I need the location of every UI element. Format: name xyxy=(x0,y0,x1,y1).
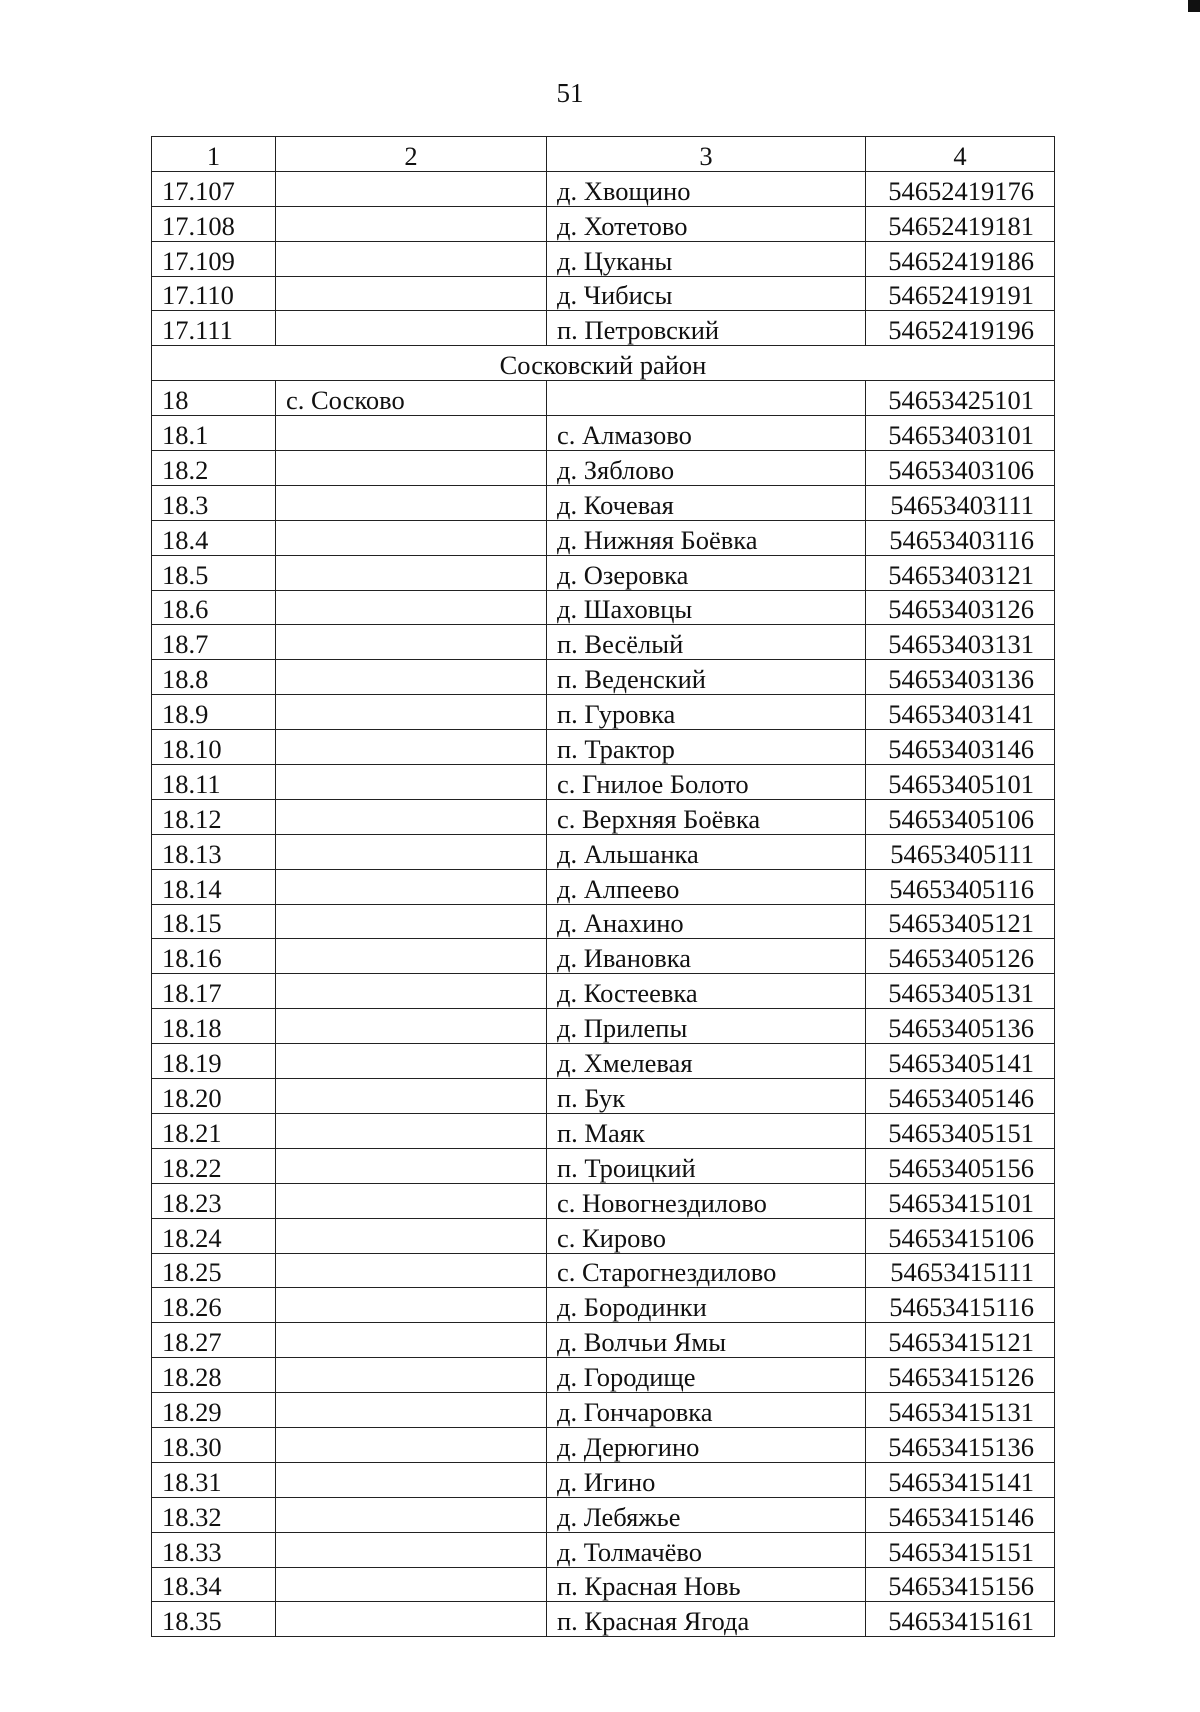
row-number-cell: 18.35 xyxy=(152,1602,276,1637)
settlement-cell: д. Цуканы xyxy=(547,241,866,276)
settlement-cell: с. Верхняя Боёвка xyxy=(547,799,866,834)
table-row xyxy=(152,451,1055,486)
table-row xyxy=(152,311,1055,346)
oktmo-code-cell: 54653405101 xyxy=(866,765,1055,800)
municipality-cell xyxy=(276,1462,547,1497)
municipality-cell xyxy=(276,451,547,486)
settlement-cell: п. Красная Ягода xyxy=(547,1602,866,1637)
table-row xyxy=(152,485,1055,520)
row-number-cell: 18.9 xyxy=(152,695,276,730)
municipality-cell xyxy=(276,1113,547,1148)
municipality-cell xyxy=(276,485,547,520)
municipality-cell xyxy=(276,695,547,730)
oktmo-code-cell: 54653415161 xyxy=(866,1602,1055,1637)
row-number-cell: 18 xyxy=(152,381,276,416)
settlement-cell: д. Толмачёво xyxy=(547,1532,866,1567)
column-header-3: 3 xyxy=(547,137,866,172)
oktmo-code-cell: 54653415116 xyxy=(866,1288,1055,1323)
municipality-cell xyxy=(276,1079,547,1114)
table-row xyxy=(152,1183,1055,1218)
table-row xyxy=(152,1462,1055,1497)
table-row xyxy=(152,171,1055,206)
settlement-cell: д. Чибисы xyxy=(547,276,866,311)
settlement-cell: д. Кочевая xyxy=(547,485,866,520)
settlement-cell: п. Трактор xyxy=(547,730,866,765)
table-row xyxy=(152,869,1055,904)
municipality-cell xyxy=(276,1009,547,1044)
municipality-cell xyxy=(276,765,547,800)
municipality-cell xyxy=(276,241,547,276)
table-row xyxy=(152,206,1055,241)
settlement-cell: д. Прилепы xyxy=(547,1009,866,1044)
settlement-cell: п. Петровский xyxy=(547,311,866,346)
oktmo-code-cell: 54653405136 xyxy=(866,1009,1055,1044)
table-row xyxy=(152,695,1055,730)
municipality-cell xyxy=(276,939,547,974)
table-row xyxy=(152,1079,1055,1114)
table-row xyxy=(152,1602,1055,1637)
row-number-cell: 18.22 xyxy=(152,1148,276,1183)
municipality-cell xyxy=(276,1323,547,1358)
scan-edge-mark xyxy=(1188,0,1200,12)
page-number: 51 xyxy=(556,78,584,108)
table-row xyxy=(152,416,1055,451)
oktmo-code-cell: 54653415111 xyxy=(866,1253,1055,1288)
settlement-cell: д. Бородинки xyxy=(547,1288,866,1323)
oktmo-code-cell: 54653415146 xyxy=(866,1497,1055,1532)
table-row xyxy=(152,1288,1055,1323)
row-number-cell: 18.20 xyxy=(152,1079,276,1114)
settlement-cell: д. Шаховцы xyxy=(547,590,866,625)
municipality-cell: с. Сосково xyxy=(276,381,547,416)
oktmo-code-cell: 54653405131 xyxy=(866,974,1055,1009)
municipality-cell xyxy=(276,1218,547,1253)
row-number-cell: 18.1 xyxy=(152,416,276,451)
table-row xyxy=(152,1532,1055,1567)
settlement-cell: д. Игино xyxy=(547,1462,866,1497)
oktmo-code-cell: 54653403146 xyxy=(866,730,1055,765)
municipality-cell xyxy=(276,1532,547,1567)
settlement-cell: д. Нижняя Боёвка xyxy=(547,520,866,555)
oktmo-code-cell: 54653403111 xyxy=(866,485,1055,520)
municipality-cell xyxy=(276,1148,547,1183)
row-number-cell: 17.109 xyxy=(152,241,276,276)
settlement-cell: п. Красная Новь xyxy=(547,1567,866,1602)
settlement-cell: д. Хмелевая xyxy=(547,1044,866,1079)
table-row xyxy=(152,520,1055,555)
table-row xyxy=(152,241,1055,276)
settlement-cell: д. Городище xyxy=(547,1358,866,1393)
row-number-cell: 18.3 xyxy=(152,485,276,520)
settlement-cell: п. Троицкий xyxy=(547,1148,866,1183)
table-row xyxy=(152,1218,1055,1253)
settlement-cell: п. Гуровка xyxy=(547,695,866,730)
municipality-cell xyxy=(276,730,547,765)
table-row xyxy=(152,1009,1055,1044)
row-number-cell: 18.28 xyxy=(152,1358,276,1393)
table-row xyxy=(152,276,1055,311)
municipality-cell xyxy=(276,1427,547,1462)
row-number-cell: 17.107 xyxy=(152,171,276,206)
settlement-cell: с. Алмазово xyxy=(547,416,866,451)
oktmo-code-cell: 54653415131 xyxy=(866,1393,1055,1428)
settlement-cell: д. Альшанка xyxy=(547,834,866,869)
municipality-cell xyxy=(276,904,547,939)
column-header-2: 2 xyxy=(276,137,547,172)
settlement-cell: п. Маяк xyxy=(547,1113,866,1148)
settlement-cell: п. Веденский xyxy=(547,660,866,695)
table-row xyxy=(152,730,1055,765)
row-number-cell: 18.32 xyxy=(152,1497,276,1532)
oktmo-code-cell: 54652419186 xyxy=(866,241,1055,276)
municipality-cell xyxy=(276,590,547,625)
oktmo-code-cell: 54653405126 xyxy=(866,939,1055,974)
row-number-cell: 18.14 xyxy=(152,869,276,904)
table-row xyxy=(152,1323,1055,1358)
oktmo-code-cell: 54653405116 xyxy=(866,869,1055,904)
row-number-cell: 18.5 xyxy=(152,555,276,590)
settlement-cell: д. Зяблово xyxy=(547,451,866,486)
row-number-cell: 18.34 xyxy=(152,1567,276,1602)
district-row xyxy=(152,346,1055,381)
municipality-cell xyxy=(276,171,547,206)
table-row xyxy=(152,1253,1055,1288)
table-row xyxy=(152,904,1055,939)
row-number-cell: 17.108 xyxy=(152,206,276,241)
row-number-cell: 18.11 xyxy=(152,765,276,800)
column-header-4: 4 xyxy=(866,137,1055,172)
municipality-cell xyxy=(276,1393,547,1428)
settlement-cell: п. Весёлый xyxy=(547,625,866,660)
table-body-district xyxy=(152,346,1055,381)
municipality-cell xyxy=(276,1044,547,1079)
municipality-cell xyxy=(276,1497,547,1532)
oktmo-code-cell: 54653405106 xyxy=(866,799,1055,834)
settlement-cell: с. Старогнездилово xyxy=(547,1253,866,1288)
oktmo-code-cell: 54653405121 xyxy=(866,904,1055,939)
municipality-cell xyxy=(276,416,547,451)
municipality-cell xyxy=(276,834,547,869)
settlement-cell: д. Дерюгино xyxy=(547,1427,866,1462)
row-number-cell: 18.19 xyxy=(152,1044,276,1079)
table-row xyxy=(152,1113,1055,1148)
oktmo-code-cell: 54653403106 xyxy=(866,451,1055,486)
table-row xyxy=(152,625,1055,660)
oktmo-code-cell: 54652419191 xyxy=(866,276,1055,311)
table-header-row xyxy=(152,137,1055,172)
oktmo-code-cell: 54653415101 xyxy=(866,1183,1055,1218)
row-number-cell: 18.13 xyxy=(152,834,276,869)
row-number-cell: 18.10 xyxy=(152,730,276,765)
oktmo-code-cell: 54653415156 xyxy=(866,1567,1055,1602)
row-number-cell: 18.23 xyxy=(152,1183,276,1218)
table-row xyxy=(152,834,1055,869)
oktmo-code-cell: 54652419181 xyxy=(866,206,1055,241)
table-body-lower xyxy=(152,381,1055,1637)
municipality-cell xyxy=(276,276,547,311)
oktmo-code-cell: 54653403121 xyxy=(866,555,1055,590)
municipality-cell xyxy=(276,974,547,1009)
municipality-cell xyxy=(276,869,547,904)
municipality-cell xyxy=(276,1567,547,1602)
row-number-cell: 18.31 xyxy=(152,1462,276,1497)
municipality-cell xyxy=(276,625,547,660)
row-number-cell: 18.24 xyxy=(152,1218,276,1253)
oktmo-code-cell: 54653405111 xyxy=(866,834,1055,869)
municipality-cell xyxy=(276,1602,547,1637)
oktmo-code-cell: 54653405156 xyxy=(866,1148,1055,1183)
table-row xyxy=(152,1044,1055,1079)
settlement-cell: д. Хотетово xyxy=(547,206,866,241)
settlement-cell: п. Бук xyxy=(547,1079,866,1114)
municipality-cell xyxy=(276,311,547,346)
municipality-cell xyxy=(276,660,547,695)
oktmo-code-cell: 54652419196 xyxy=(866,311,1055,346)
table-row xyxy=(152,1148,1055,1183)
settlement-cell xyxy=(547,381,866,416)
row-number-cell: 17.110 xyxy=(152,276,276,311)
oktmo-code-cell: 54653415151 xyxy=(866,1532,1055,1567)
oktmo-code-cell: 54653403141 xyxy=(866,695,1055,730)
table-row xyxy=(152,555,1055,590)
row-number-cell: 18.8 xyxy=(152,660,276,695)
row-number-cell: 18.12 xyxy=(152,799,276,834)
row-number-cell: 18.33 xyxy=(152,1532,276,1567)
municipality-cell xyxy=(276,1253,547,1288)
settlement-cell: д. Хвощино xyxy=(547,171,866,206)
oktmo-code-cell: 54653415126 xyxy=(866,1358,1055,1393)
settlement-cell: д. Ивановка xyxy=(547,939,866,974)
row-number-cell: 18.2 xyxy=(152,451,276,486)
settlement-cell: д. Гончаровка xyxy=(547,1393,866,1428)
row-number-cell: 18.15 xyxy=(152,904,276,939)
table-row xyxy=(152,660,1055,695)
table-row xyxy=(152,381,1055,416)
table-row xyxy=(152,765,1055,800)
municipality-cell xyxy=(276,520,547,555)
row-number-cell: 18.16 xyxy=(152,939,276,974)
settlement-cell: д. Алпеево xyxy=(547,869,866,904)
row-number-cell: 18.25 xyxy=(152,1253,276,1288)
oktmo-code-cell: 54653415141 xyxy=(866,1462,1055,1497)
row-number-cell: 18.27 xyxy=(152,1323,276,1358)
table-row xyxy=(152,590,1055,625)
table-row xyxy=(152,1358,1055,1393)
settlement-cell: с. Гнилое Болото xyxy=(547,765,866,800)
oktmo-code-cell: 54653405151 xyxy=(866,1113,1055,1148)
oktmo-code-cell: 54653403101 xyxy=(866,416,1055,451)
municipality-cell xyxy=(276,1288,547,1323)
settlements-table xyxy=(151,136,1055,1637)
column-header-1: 1 xyxy=(152,137,276,172)
settlement-cell: д. Озеровка xyxy=(547,555,866,590)
table-row xyxy=(152,974,1055,1009)
municipality-cell xyxy=(276,1358,547,1393)
settlement-cell: д. Анахино xyxy=(547,904,866,939)
municipality-cell xyxy=(276,799,547,834)
table-body-upper xyxy=(152,171,1055,345)
oktmo-code-cell: 54653403126 xyxy=(866,590,1055,625)
municipality-cell xyxy=(276,1183,547,1218)
row-number-cell: 18.17 xyxy=(152,974,276,1009)
district-title: Сосковский район xyxy=(152,346,1055,381)
settlement-cell: с. Новогнездилово xyxy=(547,1183,866,1218)
row-number-cell: 18.4 xyxy=(152,520,276,555)
row-number-cell: 18.18 xyxy=(152,1009,276,1044)
table-row xyxy=(152,939,1055,974)
table-row xyxy=(152,1497,1055,1532)
settlement-cell: д. Волчьи Ямы xyxy=(547,1323,866,1358)
oktmo-code-cell: 54653403131 xyxy=(866,625,1055,660)
oktmo-code-cell: 54653425101 xyxy=(866,381,1055,416)
municipality-cell xyxy=(276,555,547,590)
settlement-cell: с. Кирово xyxy=(547,1218,866,1253)
row-number-cell: 18.7 xyxy=(152,625,276,660)
row-number-cell: 18.29 xyxy=(152,1393,276,1428)
oktmo-code-cell: 54653415121 xyxy=(866,1323,1055,1358)
row-number-cell: 18.21 xyxy=(152,1113,276,1148)
oktmo-code-cell: 54653415106 xyxy=(866,1218,1055,1253)
oktmo-code-cell: 54652419176 xyxy=(866,171,1055,206)
municipality-cell xyxy=(276,206,547,241)
row-number-cell: 18.26 xyxy=(152,1288,276,1323)
settlement-cell: д. Костеевка xyxy=(547,974,866,1009)
table-row xyxy=(152,799,1055,834)
row-number-cell: 18.30 xyxy=(152,1427,276,1462)
table-row xyxy=(152,1427,1055,1462)
table-row xyxy=(152,1567,1055,1602)
oktmo-code-cell: 54653415136 xyxy=(866,1427,1055,1462)
row-number-cell: 17.111 xyxy=(152,311,276,346)
oktmo-code-cell: 54653403116 xyxy=(866,520,1055,555)
oktmo-code-cell: 54653405141 xyxy=(866,1044,1055,1079)
table-row xyxy=(152,1393,1055,1428)
oktmo-code-cell: 54653403136 xyxy=(866,660,1055,695)
settlement-cell: д. Лебяжье xyxy=(547,1497,866,1532)
oktmo-code-cell: 54653405146 xyxy=(866,1079,1055,1114)
row-number-cell: 18.6 xyxy=(152,590,276,625)
